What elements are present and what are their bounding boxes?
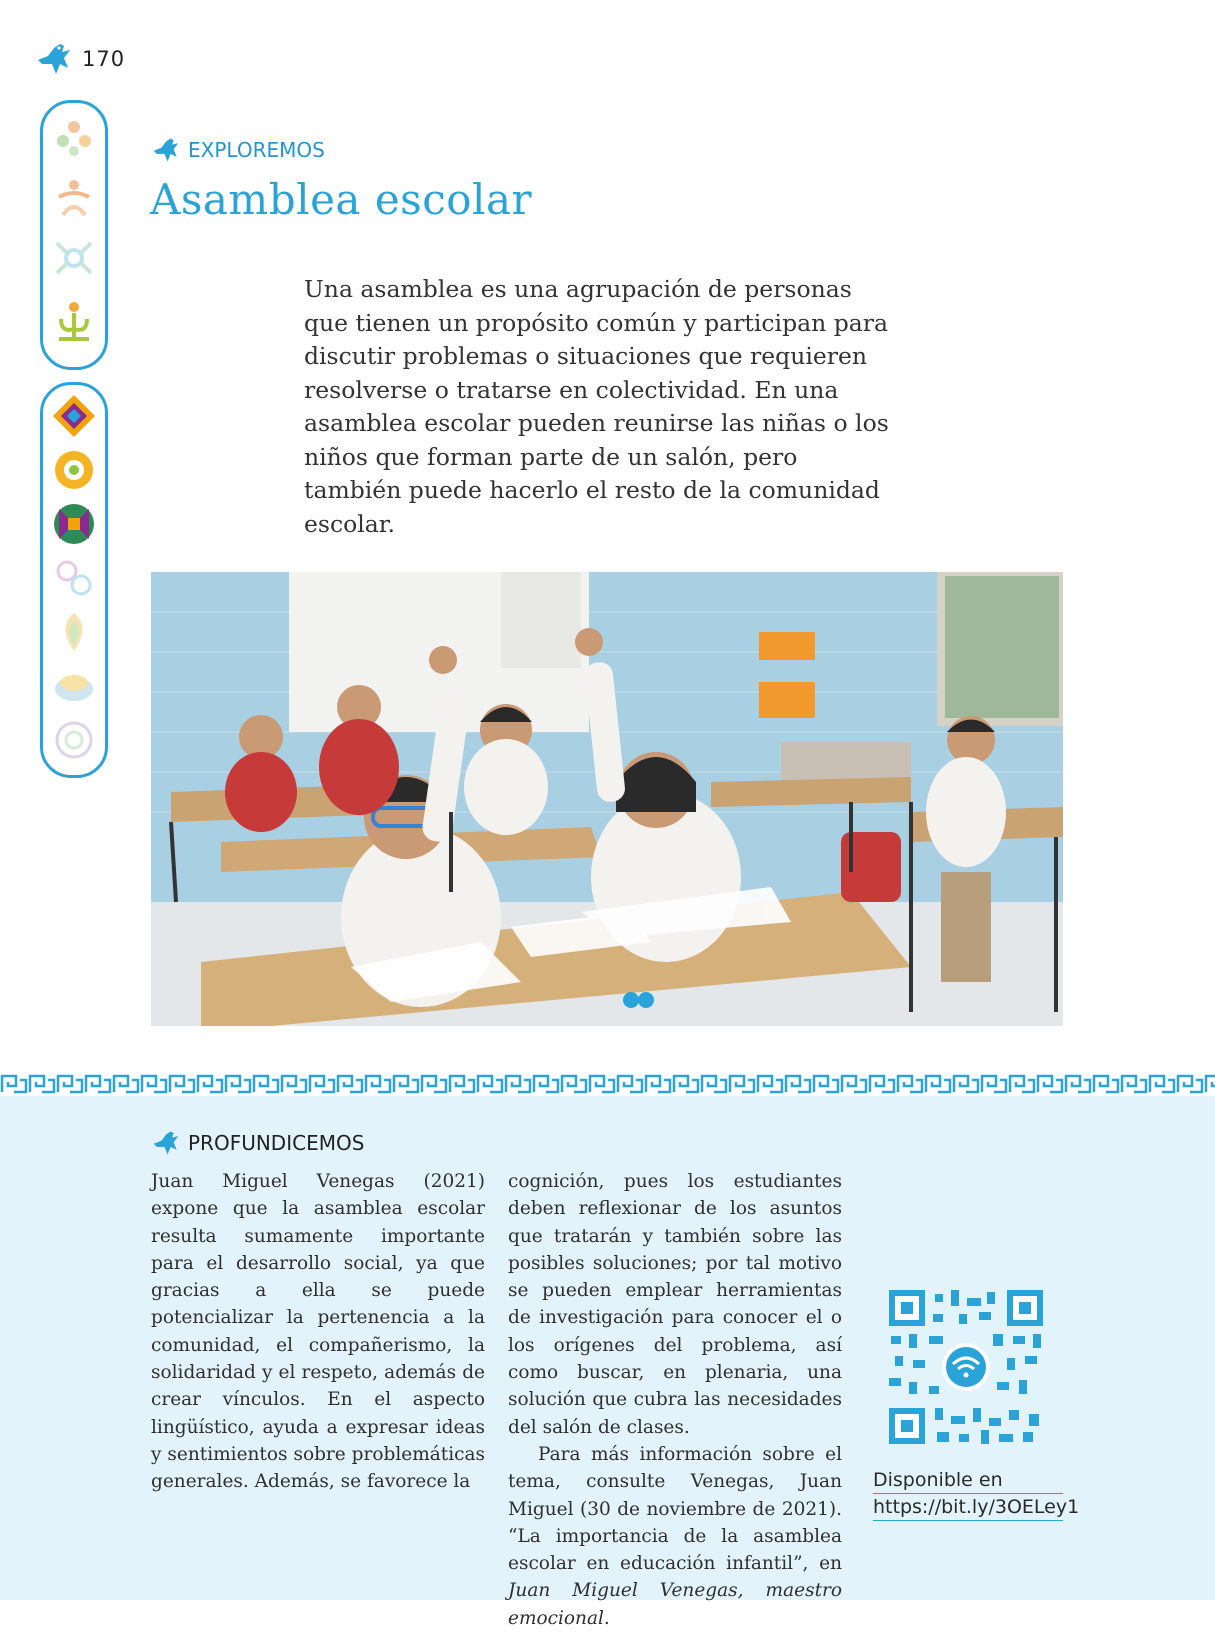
axis-icon-7 — [51, 717, 97, 763]
decorative-border — [0, 1072, 1215, 1096]
field-icon-4 — [51, 299, 97, 345]
intro-paragraph: Una asamblea es una agrupación de personas que tienen un propósito común y participan para discutir problemas o situaciones que requieren resolverse o tratarse en colectividad. En una asamblea escolar pueden reunirse las niñas o los niños que forman parte de un salón, pero también puede hacerlo el resto de la comunidad escolar. — [304, 275, 889, 538]
available-label: Disponible en — [873, 1467, 1063, 1494]
field-icon-1 — [51, 115, 97, 161]
qr-url-link[interactable]: https://bit.ly/3OELey1 — [873, 1494, 1063, 1521]
section-label-deepen — [150, 1130, 364, 1156]
deepen-column-2 — [508, 1168, 842, 1632]
classroom-photo — [151, 572, 1063, 1026]
sidebar-axes — [40, 382, 108, 778]
page-title: Asamblea escolar — [150, 175, 533, 224]
axis-icon-4 — [51, 555, 97, 601]
field-icon-3 — [51, 235, 97, 281]
axis-icon-2 — [51, 447, 97, 493]
page-number-text: 170 — [82, 47, 126, 71]
deepen-paragraph-2-text: Para más información sobre el tema, consulte Venegas, Juan Miguel (30 de noviembre de 2021). “La importancia de la asamblea escolar en educación infantil”, en — [508, 1443, 842, 1575]
qr-caption — [873, 1467, 1080, 1521]
field-icon-2 — [51, 175, 97, 221]
axis-icon-3 — [51, 501, 97, 547]
deepen-paragraph-1 — [151, 1168, 485, 1496]
section-label-text: EXPLOREMOS — [188, 138, 325, 162]
hummingbird-icon — [150, 137, 182, 163]
axis-icon-5 — [51, 609, 97, 655]
axis-icon-6 — [51, 663, 97, 709]
qr-code[interactable] — [889, 1290, 1043, 1444]
hummingbird-icon — [150, 1130, 182, 1156]
page-number — [34, 42, 125, 76]
deepen-source-title: Juan Miguel Venegas, maestro emocional. — [508, 1580, 842, 1629]
axis-icon-1 — [51, 393, 97, 439]
section-label-text: PROFUNDICEMOS — [188, 1131, 365, 1155]
deepen-paragraph-1-continued: cognición, pues los estudiantes deben reflexionar de los asuntos que tratarán y también sobre las posibles soluciones; por tal motivo se pueden emplear herramientas de investigación para conocer el o los orígenes del problema, así como buscar, en plenaria, una solución que cubra las necesidades del salón de clases. — [508, 1171, 842, 1438]
hummingbird-icon — [34, 42, 74, 76]
sidebar-fields — [40, 100, 108, 370]
deepen-paragraph-1-text: Juan Miguel Venegas (2021) expone que la asamblea escolar resulta sumamente importante para el desarrollo social, ya que gracias a ella se puede potencializar la pertenencia a la comunidad, el compañerismo, la solidaridad y el respeto, además de crear vínculos. En el aspecto lingüístico, ayuda a expresar ideas y sentimientos sobre problemáticas generales. Además, se favorece la — [151, 1171, 485, 1493]
deepen-paragraph-2 — [508, 1441, 842, 1632]
section-label-explore — [150, 137, 325, 163]
